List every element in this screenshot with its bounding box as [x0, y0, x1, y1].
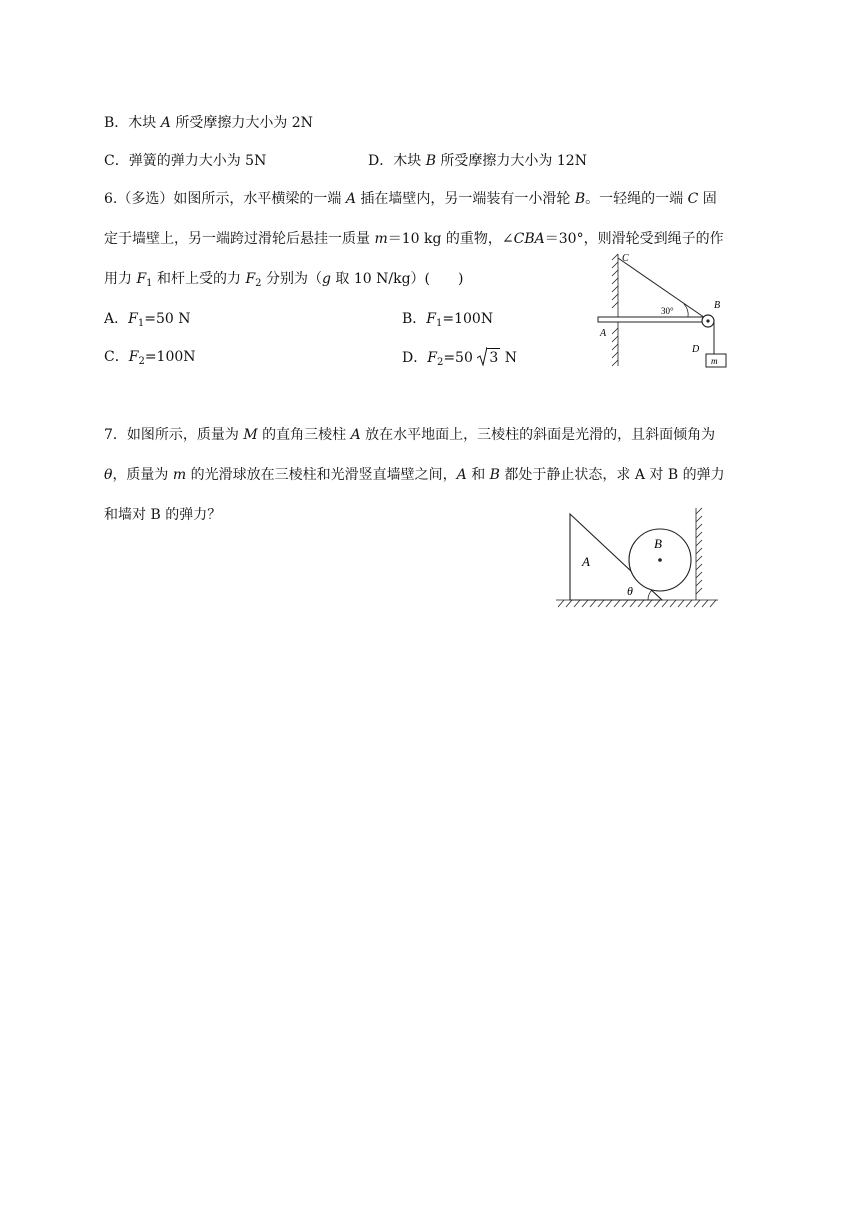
angle-label: 30°	[661, 306, 674, 316]
q6-line-1: 6.（多选）如图所示，水平横梁的一端 A 插在墙壁内，另一端装有一小滑轮 B。一轻绳的一端 C 固	[104, 191, 717, 207]
wall-hatching	[696, 508, 702, 600]
sqrt-symbol: 3	[477, 348, 500, 367]
label-m: m	[711, 356, 718, 366]
label-b: B	[654, 536, 662, 551]
label-a: A	[582, 554, 590, 569]
theta-label: θ	[627, 584, 633, 598]
q7-line-1: 7．如图所示，质量为 M 的直角三棱柱 A 放在水平地面上，三棱柱的斜面是光滑的，且斜面倾角为	[104, 427, 716, 443]
q6-option-c: C．$F_2=100N$	[104, 349, 196, 367]
label-d: D	[692, 344, 700, 355]
ground-hatching	[556, 600, 718, 607]
wall-hatching	[612, 254, 618, 366]
label-b: B	[714, 300, 721, 311]
q7-prism-ball-figure	[552, 504, 722, 612]
q5-option-c: C．弹簧的弹力大小为 5N	[104, 153, 267, 169]
label-a: A	[600, 328, 607, 339]
q6-line-2: 定于墙壁上，另一端跨过滑轮后悬挂一质量 m＝10 kg 的重物，∠CBA＝30°，则滑轮受到绳子的作	[104, 231, 724, 247]
q6-option-d: D．$F_2=50$ 3 N	[402, 348, 517, 372]
q5-option-b: B．木块 A 所受摩擦力大小为 2N	[104, 115, 313, 131]
q5-option-d: D．木块 B 所受摩擦力大小为 12N	[368, 153, 587, 169]
q6-line-3: 用力 $F_1$ 和杆上受的力 $F_2$ 分别为（g 取 10 N/kg）( )	[104, 271, 464, 289]
q7-line-2: θ，质量为 m 的光滑球放在三棱柱和光滑竖直墙壁之间，A 和 B 都处于静止状态，求 A 对 B 的弹力	[104, 467, 725, 483]
q6-option-b: B．$F_1=100N$	[402, 311, 494, 329]
q6-option-a: A．$F_1=50$ N	[104, 311, 191, 329]
q7-line-3: 和墙对 B 的弹力？	[104, 507, 222, 523]
beam	[598, 317, 710, 322]
q6-pulley-figure	[594, 250, 734, 375]
label-c: C	[622, 253, 629, 264]
